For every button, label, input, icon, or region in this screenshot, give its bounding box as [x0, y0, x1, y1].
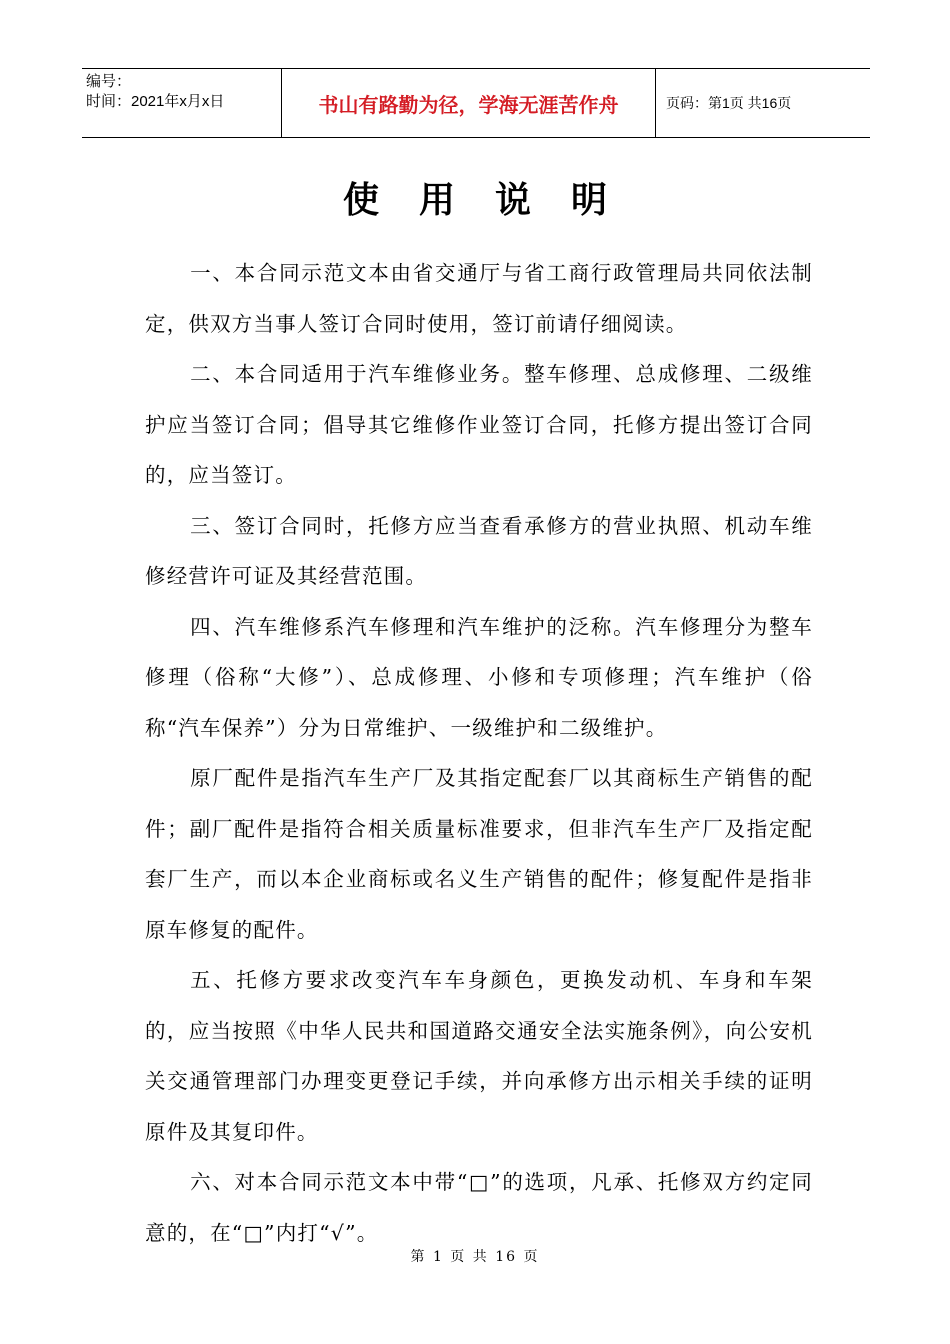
document-title: 使用说明 — [342, 180, 647, 221]
paragraph-1: 一、本合同示范文本由省交通厅与省工商行政管理局共同依法制定，供双方当事人签订合同时使用，签订前请仔细阅读。 — [145, 261, 813, 336]
paragraph-6: 五、托修方要求改变汽车车身颜色，更换发动机、车身和车架的，应当按照《中华人民共和国道路交通安全法实施条例》，向公安机关交通管理部门办理变更登记手续，并向承修方出示相关手续的证明原件及其复印件。 — [145, 968, 813, 1144]
paragraph-7: 六、对本合同示范文本中带“□”的选项，凡承、托修双方约定同意的，在“□”内打“√”。 — [145, 1170, 813, 1245]
document-body — [145, 248, 813, 1258]
paragraph-4: 四、汽车维修系汽车修理和汽车维护的泛称。汽车修理分为整车修理（俗称“大修”）、总成修理、小修和专项修理；汽车维护（俗称“汽车保养”）分为日常维护、一级维护和二级维护。 — [145, 614, 813, 740]
number-label: 编号： — [86, 73, 132, 90]
paragraph-2: 二、本合同适用于汽车维修业务。整车修理、总成修理、二级维护应当签订合同；倡导其它维修作业签订合同，托修方提出签订合同的，应当签订。 — [145, 362, 813, 487]
page-footer: 第 1 页 共 16 页 — [410, 1249, 540, 1265]
time-label: 时间：2021年x月x日 — [86, 93, 225, 110]
header-table — [82, 68, 870, 138]
header-meta-cell — [82, 69, 282, 137]
paragraph-3: 三、签订合同时，托修方应当查看承修方的营业执照、机动车维修经营许可证及其经营范围。 — [145, 513, 813, 588]
header-motto-cell — [282, 69, 656, 137]
header-page-cell — [656, 69, 870, 137]
paragraph-5: 原厂配件是指汽车生产厂及其指定配套厂以其商标生产销售的配件；副厂配件是指符合相关质量标准要求，但非汽车生产厂及指定配套厂生产，而以本企业商标或名义生产销售的配件；修复配件是指非原车修复的配件。 — [145, 766, 813, 942]
motto-text: 书山有路勤为径，学海无涯苦作舟 — [318, 92, 619, 117]
page-info: 页码：第1页 共16页 — [666, 95, 792, 111]
